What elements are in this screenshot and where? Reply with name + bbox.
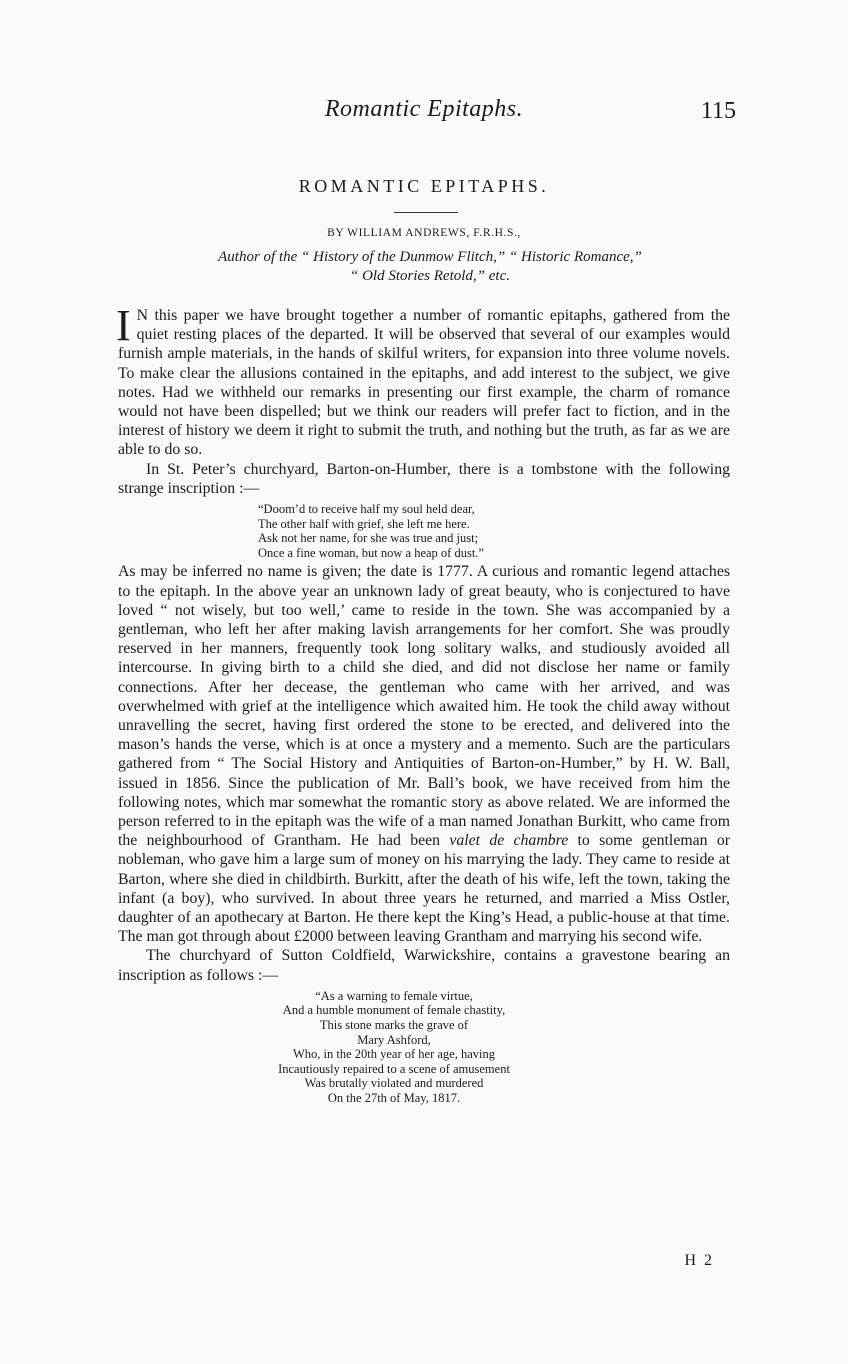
page-number: 115 bbox=[700, 98, 736, 124]
inscription-line: And a humble monument of female chastity, bbox=[282, 1003, 506, 1018]
paragraph bbox=[118, 562, 730, 946]
verse-line: Ask not her name, for she was true and just; bbox=[258, 531, 479, 546]
byline: BY WILLIAM ANDREWS, F.R.H.S., bbox=[327, 227, 521, 239]
paragraph: The churchyard of Sutton Coldfield, Warwickshire, contains a gravestone bearing an inscription as follows :— bbox=[118, 947, 730, 984]
epitaph-inscription bbox=[118, 989, 730, 1106]
inscription-line: Incautiously repaired to a scene of amusement bbox=[278, 1061, 510, 1076]
article-body bbox=[116, 301, 730, 1108]
verse-line: The other half with grief, she left me here. bbox=[258, 516, 470, 531]
paragraph-text: As may be inferred no name is given; the date is 1777. A curious and romantic legend attaches to the epitaph. In the above year an unknown lady of great beauty, who is conjectured to have loved “ not wisely, but too well,’ came to reside in the town. She was accompanied by a gentleman, who left her after making lavish arrangements for her comfort. She was proudly reserved in her manners, frequently took long solitary walks, and studiously avoided all intercourse. In giving birth to a child she died, and did not disclose her name or family connections. After her decease, the gentleman who came with her arrived, and was overwhelmed with grief at the intelligence which awaited him. He took the child away without unravelling the secret, having first ordered the stone to be erected, and delivered into the mason’s hands the verse, which is at once a mystery and a memento. Such are the particulars gathered from “ The Social History and Antiquities of Barton-on-Humber,” by H. W. Ball, issued in 1856. Since the publication of Mr. Ball’s book, we have received from him the following notes, which mar somewhat the romantic story as above related. We are informed the person referred to in the epitaph was the wife of a man named Jonathan Burkitt, who came from the neighbourhood of Grantham. He had been bbox=[118, 563, 730, 850]
verse-line: “Doom’d to receive half my soul held dear, bbox=[258, 502, 475, 517]
verse-line: Once a fine woman, but now a heap of dust.” bbox=[258, 545, 484, 560]
inscription-line: “As a warning to female virtue, bbox=[315, 988, 473, 1003]
article-title: ROMANTIC EPITAPHS. bbox=[298, 176, 550, 196]
inscription-line: Mary Ashford, bbox=[357, 1032, 431, 1047]
inscription-line: This stone marks the grave of bbox=[319, 1018, 469, 1033]
signature-mark: H 2 bbox=[684, 1252, 714, 1269]
epitaph-verse bbox=[118, 502, 730, 560]
author-credits bbox=[140, 248, 720, 286]
italic-phrase: valet de chambre bbox=[449, 832, 569, 850]
inscription-line: On the 27th of May, 1817. bbox=[327, 1091, 461, 1106]
inscription-line: Was brutally violated and murdered bbox=[304, 1076, 484, 1091]
running-head bbox=[0, 96, 848, 136]
paragraph-text: to some gentleman or nobleman, who gave him a large sum of money on his marrying the lady. They came to reside at Barton, where she died in childbirth. Burkitt, after the death of his wife, left the town, taking the infant (a boy), who survived. In about three years he returned, and married a Miss Ostler, daughter of an apothecary at Barton. He there kept the King’s Head, a public-house at that time. The man got through about £2000 between leaving Grantham and marrying his second wife. bbox=[118, 832, 730, 946]
drop-cap: I bbox=[116, 301, 131, 350]
running-title: Romantic Epitaphs. bbox=[324, 96, 524, 122]
credits-line: Author of the “ History of the Dunmow Flitch,” “ Historic Romance,” bbox=[218, 249, 642, 265]
credits-line: “ Old Stories Retold,” etc. bbox=[350, 268, 510, 284]
paragraph-text: N this paper we have brought together a number of romantic epitaphs, gathered from the quiet resting places of the departed. It will be observed that several of our examples would furnish ample materials, in the hands of skilful writers, for expansion into three volume novels. To make clear the allusions contained in the epitaphs, and add interest to the subject, we give notes. Had we withheld our remarks in presenting our first example, the charm of romance would not have been dispelled; but we think our readers will prefer fact to fiction, and in the interest of history we deem it right to submit the truth, and nothing but the truth, as far as we are able to do so. bbox=[118, 307, 730, 459]
title-rule bbox=[394, 212, 458, 213]
paragraph bbox=[116, 301, 730, 460]
paragraph: In St. Peter’s churchyard, Barton-on-Humber, there is a tombstone with the following strange inscription :— bbox=[118, 460, 730, 497]
inscription-line: Who, in the 20th year of her age, having bbox=[292, 1047, 495, 1062]
